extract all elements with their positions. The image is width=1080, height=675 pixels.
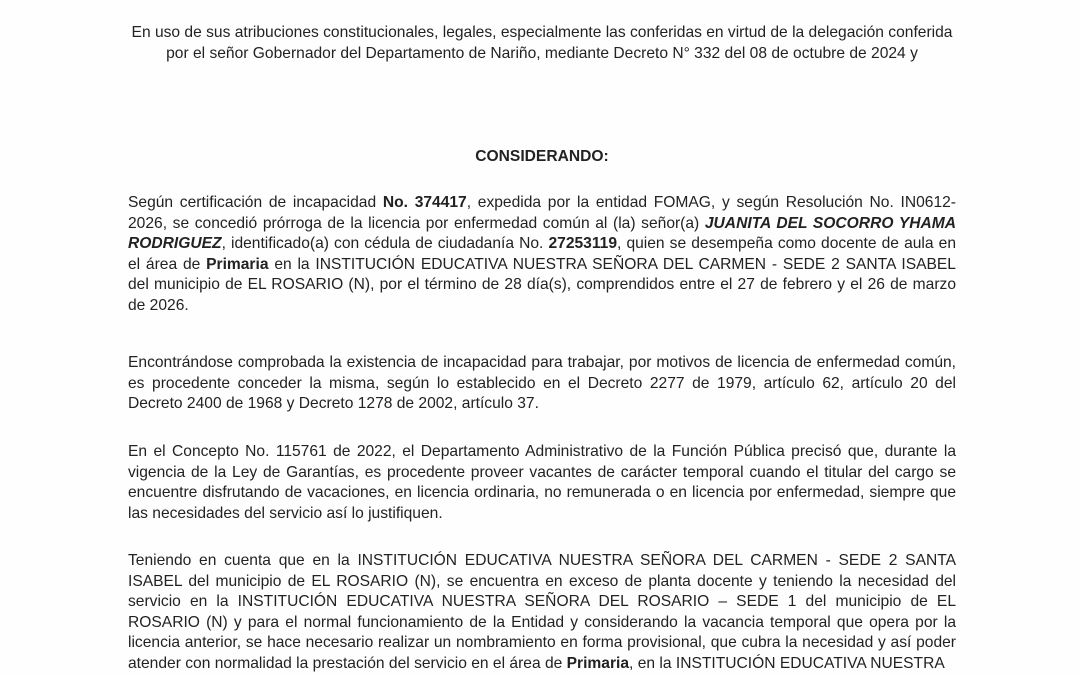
paragraph-2 xyxy=(128,353,956,415)
id-number: 27253119 xyxy=(548,235,618,252)
paragraph-4 xyxy=(128,551,956,674)
area-name: Primaria xyxy=(206,255,269,273)
p1-text-3: , identificado(a) con cédula de ciudadanía No. xyxy=(221,235,549,252)
p1-text-2: , expedida por la entidad FOMAG, y según Resolución No. IN0612-2026, se concedió prórroga de la licencia por enfermedad común al (la) señor(a) xyxy=(128,194,957,232)
intro-paragraph xyxy=(128,23,956,64)
p4-text-1: Teniendo en cuenta que en la INSTITUCIÓN EDUCATIVA NUESTRA SEÑORA DEL CARMEN - SEDE 2 SANTA ISABEL del municipio de EL ROSARIO (N), se encuentra en exceso de planta docente y teniendo la necesidad del servicio en la INSTITUCIÓN EDUCATIVA NUESTRA SEÑORA DEL ROSARIO – SEDE 1 del municipio de EL ROSARIO (N) y para el normal funcionamiento de la Entidad y considerando la vacancia temporal que opera por la licencia anterior, se hace necesario realizar un nombramiento en forma provisional, que cubra la necesidad y así poder atender con normalidad la prestación del servicio en el área de xyxy=(128,552,956,672)
p1-text-5: en la INSTITUCIÓN EDUCATIVA NUESTRA SEÑORA DEL CARMEN - SEDE 2 SANTA ISABEL del municipio de EL ROSARIO (N), por el término de 28 día(s), comprendidos entre el 27 de febrero y el 26 de marzo de 2026. xyxy=(128,255,956,314)
p4-text-2: , en la INSTITUCIÓN EDUCATIVA NUESTRA xyxy=(629,654,945,672)
paragraph-3 xyxy=(128,442,956,524)
section-heading: CONSIDERANDO: xyxy=(475,148,609,165)
p1-text-4: , quien se desempeña como docente de aula en el área de xyxy=(128,235,956,273)
p1-text-1: Según certificación de incapacidad xyxy=(128,194,383,211)
p4-area-name: Primaria xyxy=(566,654,630,672)
certificate-number: No. 374417 xyxy=(382,194,467,211)
paragraph-1 xyxy=(128,193,956,316)
intro-text: En uso de sus atribuciones constitucionales, legales, especialmente las conferidas en virtud de la delegación conferida por el señor Gobernador del Departamento de Nariño, mediante Decreto N° 332 del 08 de octubre de 2024 y xyxy=(131,24,953,62)
p3-text: En el Concepto No. 115761 de 2022, el Departamento Administrativo de la Función Pública precisó que, durante la vigencia de la Ley de Garantías, es procedente proveer vacantes de carácter temporal cuando el titular del cargo se encuentre disfrutando de vacaciones, en licencia ordinaria, no remunerada o en licencia por enfermedad, siempre que las necesidades del servicio así lo justifiquen. xyxy=(128,443,956,522)
person-name: JUANITA DEL SOCORRO YHAMA RODRIGUEZ xyxy=(128,214,956,252)
p2-text: Encontrándose comprobada la existencia de incapacidad para trabajar, por motivos de licencia de enfermedad común, es procedente conceder la misma, según lo establecido en el Decreto 2277 de 1979, artículo 62, artículo 20 del Decreto 2400 de 1968 y Decreto 1278 de 2002, artículo 37. xyxy=(128,354,956,412)
